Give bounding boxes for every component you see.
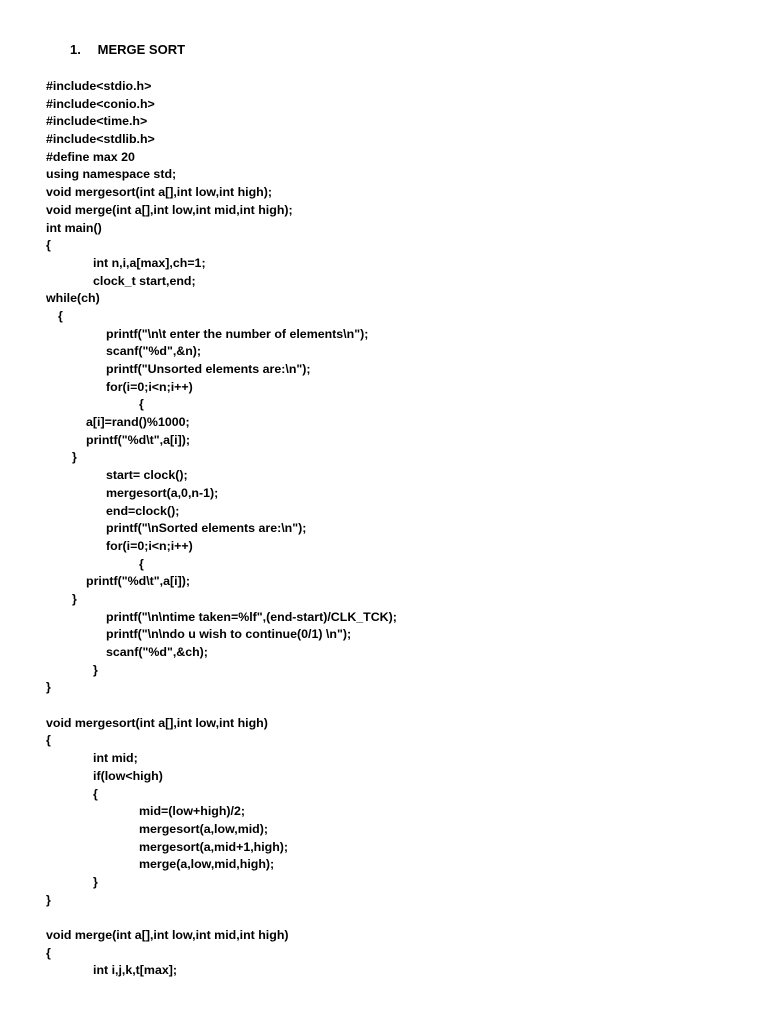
code-line [0,326,768,344]
code-line-text: #define max 20 [46,149,135,164]
code-line [0,396,768,414]
code-line [0,290,768,308]
heading-number: 1. [70,42,81,57]
code-line-text: for(i=0;i<n;i++) [106,379,193,394]
code-line [0,732,768,750]
code-line [0,149,768,167]
code-line-text: while(ch) [46,291,100,306]
code-line [0,609,768,627]
code-line [0,78,768,96]
code-line-text: } [93,662,98,677]
code-line-text: } [46,680,51,695]
code-line [0,662,768,680]
code-line-text: printf("Unsorted elements are:\n"); [106,362,311,376]
code-line-text: merge(a,low,mid,high); [139,857,275,872]
code-line [0,467,768,485]
code-line [0,962,768,980]
code-line-text: printf("%d\t",a[i]); [86,432,190,447]
code-line-text: for(i=0;i<n;i++) [106,538,193,553]
code-line-text: int n,i,a[max],ch=1; [93,255,206,270]
code-line [0,909,768,927]
code-line [0,538,768,556]
code-line [0,255,768,273]
code-line-text: void mergesort(int a[],int low,int high) [46,715,268,730]
code-line [0,308,768,326]
code-line [0,626,768,644]
code-line-text: #include<stdio.h> [46,79,152,93]
code-line-text: } [46,892,51,907]
code-line [0,202,768,220]
code-line-text: end=clock(); [106,503,180,518]
code-line-text: int main() [46,220,102,235]
code-line [0,856,768,874]
code-line [0,220,768,238]
code-line [0,485,768,503]
code-line-text: printf("\nSorted elements are:\n"); [106,521,307,536]
code-line-text: void mergesort(int a[],int low,int high); [46,185,272,200]
code-line-text: printf("%d\t",a[i]); [86,574,190,589]
code-line [0,113,768,131]
code-line-text: mergesort(a,mid+1,high); [139,839,289,854]
code-line [0,237,768,255]
section-heading [70,42,185,57]
code-line-text: start= clock(); [106,468,188,483]
code-line-text: printf("\n\ntime taken=%lf",(end-start)/CLK_TCK); [106,609,397,624]
code-line-text: { [93,786,98,801]
code-listing [0,78,768,980]
code-line-text: #include<conio.h> [46,96,155,111]
heading-title: MERGE SORT [97,42,186,57]
code-line [0,503,768,521]
code-line-text: { [46,733,51,748]
code-line [0,786,768,804]
code-line [0,839,768,857]
code-line-text: } [93,874,98,889]
code-line [0,414,768,432]
code-line [0,591,768,609]
code-line-text: void merge(int a[],int low,int mid,int high) [46,928,289,942]
code-line [0,945,768,963]
code-line [0,556,768,574]
code-line [0,644,768,662]
code-line-text: mergesort(a,0,n-1); [106,485,219,500]
code-line-text: printf("\n\ndo u wish to continue(0/1) \n"); [106,627,352,642]
code-line [0,697,768,715]
code-line-text: void merge(int a[],int low,int mid,int high); [46,202,293,217]
code-line [0,432,768,450]
code-line [0,96,768,114]
code-line-text: } [72,450,77,465]
code-line [0,449,768,467]
code-line [0,379,768,397]
code-line-text: int mid; [93,751,138,766]
code-line [0,715,768,733]
code-line [0,343,768,361]
code-line-text: a[i]=rand()%1000; [86,415,190,430]
code-line [0,166,768,184]
code-line [0,874,768,892]
code-line-text: { [46,238,51,253]
code-line-text: mergesort(a,low,mid); [139,821,268,836]
code-line [0,679,768,697]
code-line [0,361,768,379]
code-line [0,892,768,910]
code-line-text: } [72,591,77,606]
code-line [0,821,768,839]
code-line-text: { [46,945,51,960]
code-line-text: using namespace std; [46,167,177,182]
code-line-text: #include<stdlib.h> [46,132,155,147]
code-line-text: if(low<high) [93,768,163,783]
code-line-text: { [58,308,63,323]
code-line-text: #include<time.h> [46,114,148,129]
code-line [0,927,768,945]
code-line [0,131,768,149]
code-line [0,573,768,591]
code-line-text: { [139,397,144,412]
code-line [0,750,768,768]
code-line-text: int i,j,k,t[max]; [93,963,177,978]
code-line [0,768,768,786]
code-line-text: printf("\n\t enter the number of elements\n"); [106,326,369,341]
code-line [0,184,768,202]
code-line [0,520,768,538]
code-line-text: scanf("%d",&n); [106,344,202,359]
code-line [0,273,768,291]
code-line-text: scanf("%d",&ch); [106,645,208,659]
code-line-text: clock_t start,end; [93,273,196,288]
code-line [0,803,768,821]
code-line-text: { [139,556,144,571]
code-line-text: mid=(low+high)/2; [139,804,246,819]
